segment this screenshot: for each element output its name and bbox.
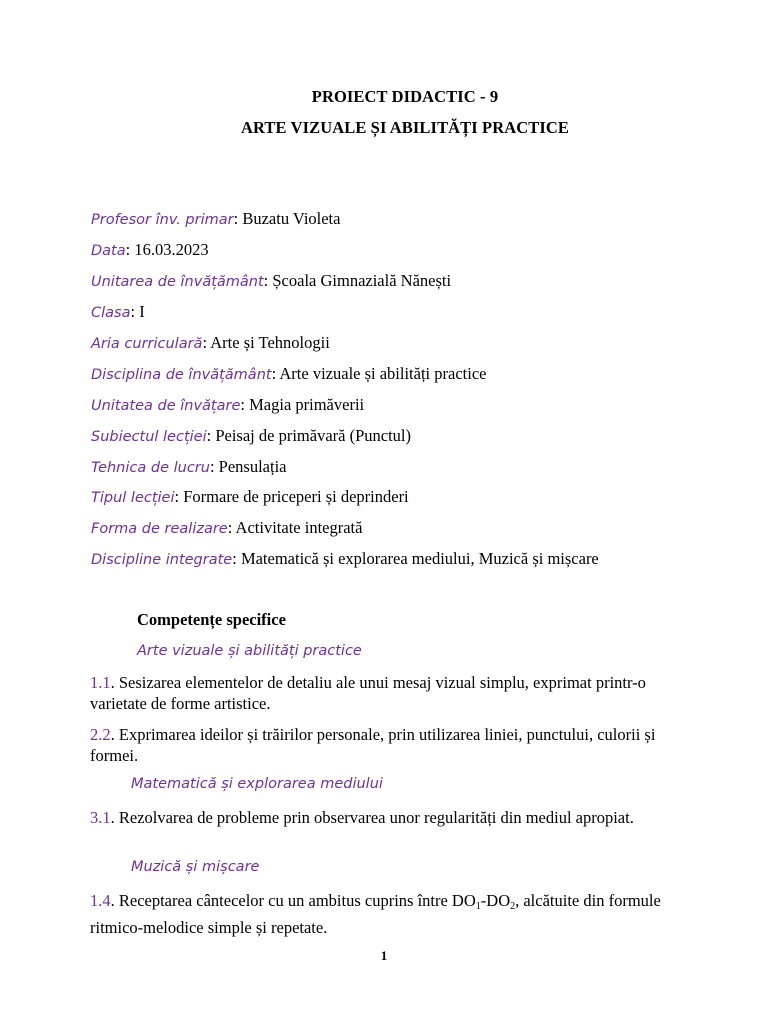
- meta-technique: Tehnica de lucru: Pensulația: [91, 457, 287, 476]
- competence-number: 3.1: [90, 808, 111, 827]
- meta-value: Arte și Tehnologii: [210, 333, 330, 352]
- competence-number: 2.2: [90, 725, 111, 744]
- subject-heading: Matematică și explorarea mediului: [131, 776, 383, 792]
- subject-heading: Muzică și mișcare: [131, 859, 260, 875]
- meta-integrated-disciplines: Discipline integrate: Matematică și explorarea mediului, Muzică și mișcare: [91, 549, 599, 568]
- subscript: 1: [475, 901, 481, 912]
- competence-text: -DO: [480, 891, 511, 910]
- meta-curricular-area: Aria curriculară: Arte și Tehnologii: [91, 333, 330, 352]
- meta-date: Data: 16.03.2023: [91, 240, 209, 259]
- meta-value: Peisaj de primăvară (Punctul): [215, 426, 411, 445]
- meta-form: Forma de realizare: Activitate integrată: [91, 518, 363, 537]
- competence-item: 2.2. Exprimarea ideilor și trăirilor personale, prin utilizarea liniei, punctului, culorii și formei.: [90, 725, 656, 765]
- meta-value: Matematică și explorarea mediului, Muzică și mișcare: [240, 549, 599, 568]
- meta-label: Forma de realizare: [91, 521, 228, 537]
- meta-value: Școala Gimnazială Nănești: [272, 271, 452, 290]
- competence-item: 3.1. Rezolvarea de probleme prin observarea unor regularități din mediul apropiat.: [90, 808, 634, 827]
- competence-text: , alcătuite din formule ritmico-melodice simple și repetate.: [90, 891, 661, 937]
- meta-school: Unitarea de învățământ: Școala Gimnazială Nănești: [91, 271, 452, 290]
- meta-value: 16.03.2023: [134, 240, 209, 259]
- competence-number: 1.4: [90, 891, 111, 910]
- meta-label: Aria curriculară: [91, 336, 203, 352]
- meta-label: Data: [91, 243, 126, 259]
- subject-heading: Arte vizuale și abilități practice: [137, 643, 362, 659]
- meta-label: Unitarea de învățământ: [91, 274, 264, 290]
- meta-value: Activitate integrată: [235, 518, 363, 537]
- competence-item: 1.1. Sesizarea elementelor de detaliu ale unui mesaj vizual simplu, exprimat printr-o varietate de forme artistice.: [90, 673, 646, 713]
- competence-text: Exprimarea ideilor și trăirilor personale, prin utilizarea liniei, punctului, culorii și formei.: [90, 725, 656, 765]
- meta-label: Disciplina de învățământ: [91, 367, 272, 383]
- meta-value: I: [139, 302, 145, 321]
- meta-learning-unit: Unitatea de învățare: Magia primăverii: [91, 395, 365, 414]
- meta-teacher: Profesor înv. primar: Buzatu Violeta: [91, 209, 341, 228]
- meta-label: Tehnica de lucru: [91, 460, 210, 476]
- document-title: PROIECT DIDACTIC - 9: [311, 87, 499, 106]
- meta-value: Pensulația: [218, 457, 287, 476]
- competences-heading: Competențe specifice: [137, 610, 286, 629]
- competence-number: 1.1: [90, 673, 111, 692]
- meta-class: Clasa: I: [91, 302, 145, 321]
- competence-item: 1.4. Receptarea cântecelor cu un ambitus cuprins între $DO_1-DO_2$, alcătuite din formule ritmico-melodice simple și repetate.: [90, 891, 661, 937]
- meta-value: Buzatu Violeta: [242, 209, 341, 228]
- meta-discipline: Disciplina de învățământ: Arte vizuale și abilități practice: [91, 364, 487, 383]
- meta-lesson-subject: Subiectul lecției: Peisaj de primăvară (Punctul): [91, 426, 411, 445]
- meta-label: Unitatea de învățare: [91, 398, 241, 414]
- meta-label: Profesor înv. primar: [91, 212, 234, 228]
- meta-value: Magia primăverii: [249, 395, 365, 414]
- competence-text: Rezolvarea de probleme prin observarea unor regularități din mediul apropiat.: [118, 808, 634, 827]
- meta-value: Formare de priceperi și deprinderi: [183, 487, 409, 506]
- meta-label: Tipul lecției: [91, 490, 175, 506]
- competence-text: Receptarea cântecelor cu un ambitus cuprins între DO: [118, 891, 476, 910]
- meta-label: Discipline integrate: [91, 552, 233, 568]
- page-number: 1: [380, 948, 388, 963]
- competence-text: Sesizarea elementelor de detaliu ale unui mesaj vizual simplu, exprimat printr-o varietate de forme artistice.: [90, 673, 646, 713]
- meta-label: Subiectul lecției: [91, 429, 207, 445]
- document-subtitle: ARTE VIZUALE ȘI ABILITĂȚI PRACTICE: [240, 118, 570, 137]
- meta-value: Arte vizuale și abilități practice: [279, 364, 487, 383]
- subscript: 2: [510, 901, 516, 912]
- meta-lesson-type: Tipul lecției: Formare de priceperi și deprinderi: [91, 487, 409, 506]
- meta-label: Clasa: [91, 305, 131, 321]
